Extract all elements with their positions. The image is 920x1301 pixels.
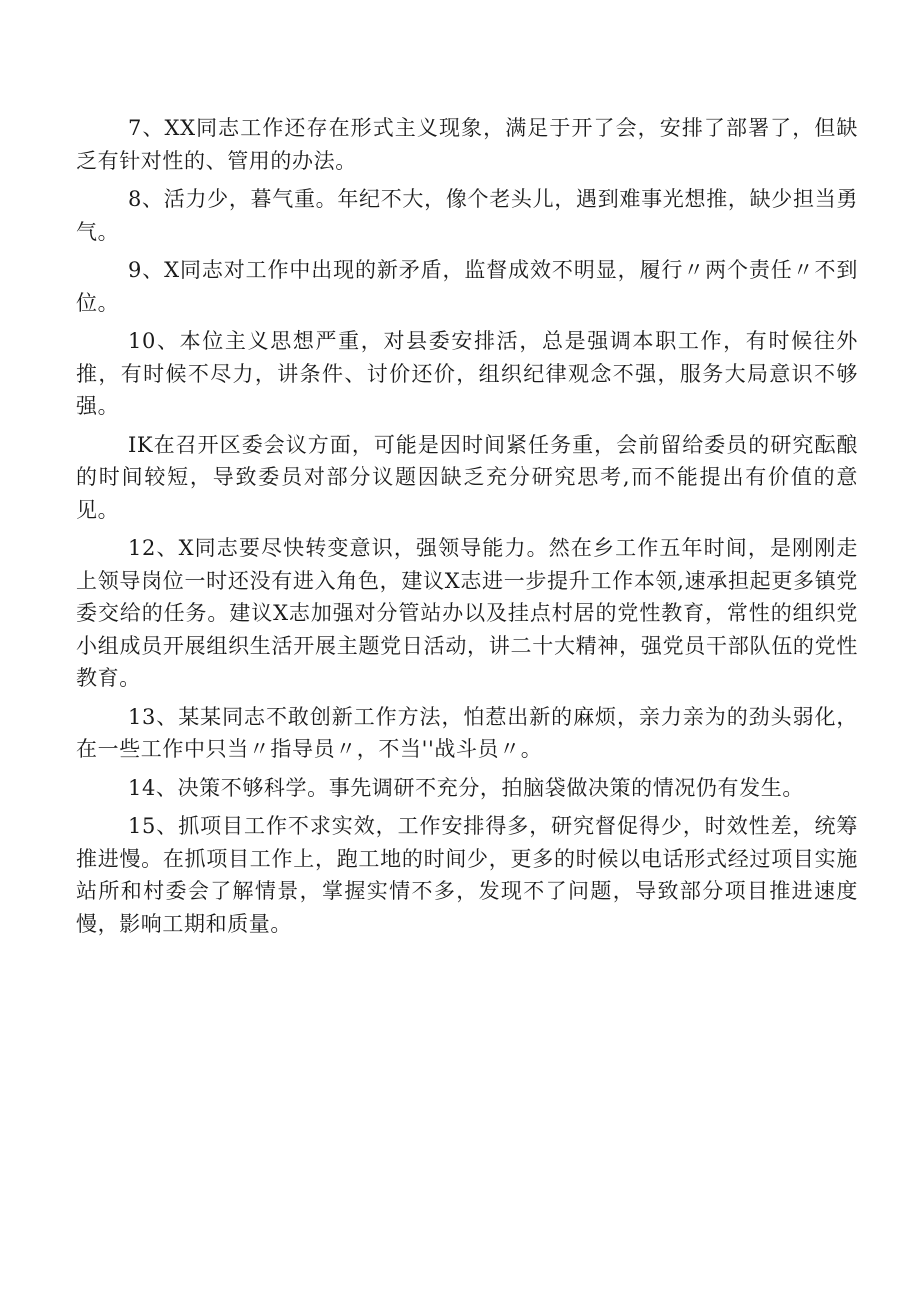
paragraph-13: 13、某某同志不敢创新工作方法，怕惹出新的麻烦，亲力亲为的劲头弱化，在一些工作中只当〃指导员〃，不当''战斗员〃。 (76, 704, 858, 761)
paragraph-8: 8、活力少，暮气重。年纪不大，像个老头儿，遇到难事光想推，缺少担当勇气。 (76, 187, 858, 244)
paragraph-15: 15、抓项目工作不求实效，工作安排得多，研究督促得少，时效性差，统筹推进慢。在抓项目工作上，跑工地的时间少，更多的时候以电话形式经过项目实施站所和村委会了解情景，掌握实情不多，发现不了问题，导致部分项目推进速度慢，影响工期和质量。 (76, 814, 858, 936)
paragraph-9: 9、X同志对工作中出现的新矛盾，监督成效不明显，履行〃两个责任〃不到位。 (76, 258, 858, 315)
paragraph-11: IK在召开区委会议方面，可能是因时间紧任务重，会前留给委员的研究酝酿的时间较短，导致委员对部分议题因缺乏充分研究思考,而不能提出有价值的意见。 (76, 432, 858, 522)
paragraph-7: 7、XX同志工作还存在形式主义现象，满足于开了会，安排了部署了，但缺乏有针对性的、管用的办法。 (76, 116, 858, 173)
paragraph-14: 14、决策不够科学。事先调研不充分，拍脑袋做决策的情况仍有发生。 (128, 775, 804, 800)
paragraph-10: 10、本位主义思想严重，对县委安排活，总是强调本职工作，有时候往外推，有时候不尽力，讲条件、讨价还价，组织纪律观念不强，服务大局意识不够强。 (76, 329, 858, 418)
paragraph-12: 12、X同志要尽快转变意识，强领导能力。然在乡工作五年时间，是刚刚走上领导岗位一时还没有进入角色，建议X志进一步提升工作本领,速承担起更多镇党委交给的任务。建议X志加强对分管站办以及挂点村居的党性教育，常性的组织党小组成员开展组织生活开展主题党日活动，讲二十大精神，强党员干部队伍的党性教育。 (76, 536, 858, 690)
